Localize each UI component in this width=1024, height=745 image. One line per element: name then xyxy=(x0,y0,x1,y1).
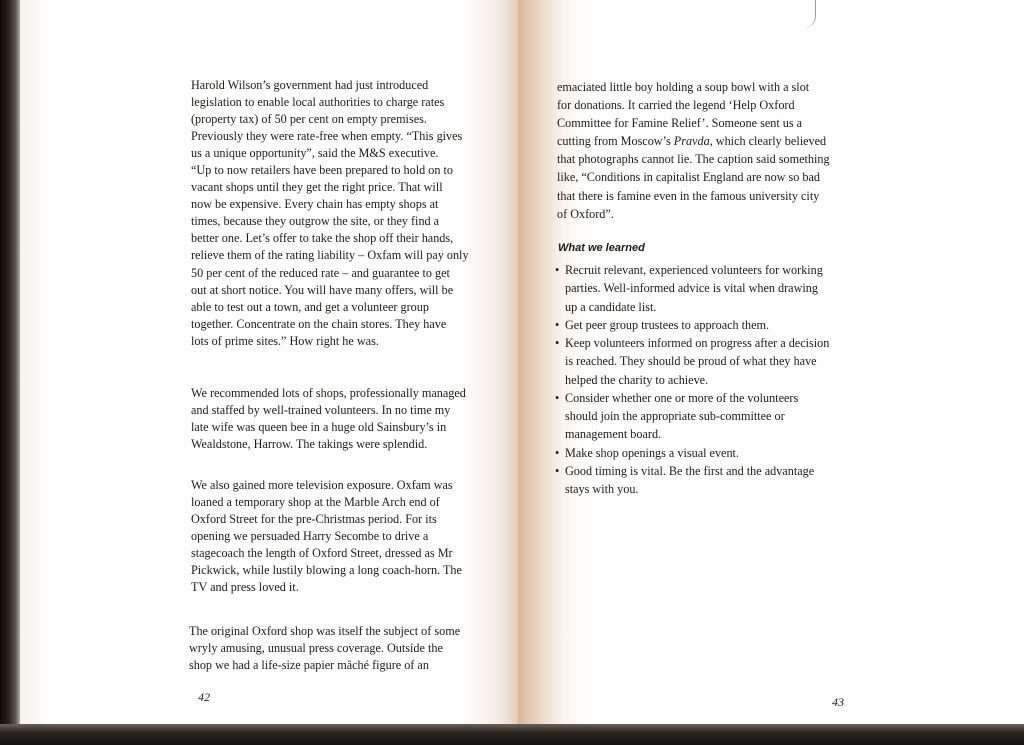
text-line: Previously they were rate-free when empty. “This gives xyxy=(191,129,463,144)
text-line: now be expensive. Every chain has empty shops at xyxy=(191,197,439,212)
bullet-item xyxy=(555,334,829,389)
text-line: able to test out a town, and get a volunteer group xyxy=(191,299,429,314)
text-line: helped the charity to achieve. xyxy=(565,372,709,387)
bullet-item xyxy=(555,261,829,316)
text-line: TV and press loved it. xyxy=(191,580,299,595)
text-line: stagecoach the length of Oxford Street, dressed as Mr xyxy=(191,546,453,561)
text-line: Recruit relevant, experienced volunteers for working xyxy=(565,263,823,277)
text-line: us a unique opportunity”, said the M&S executive. xyxy=(191,146,439,161)
text-line: opening we persuaded Harry Secombe to drive a xyxy=(191,529,429,544)
text-line: and staffed by well-trained volunteers. In no time my xyxy=(191,403,451,418)
text-line: together. Concentrate on the chain stores. They have xyxy=(191,316,447,331)
text-line: Pickwick, while lustily blowing a long coach-horn. The xyxy=(191,563,462,578)
section-heading: What we learned xyxy=(558,242,645,254)
text-line: lots of prime sites.” How right he was. xyxy=(191,333,379,348)
text-line: vacant shops until they get the right price. That will xyxy=(191,180,443,195)
text-line: like, “Conditions in capitalist England are now so bad xyxy=(557,170,820,185)
bullet-item xyxy=(555,462,829,499)
text-line: should join the appropriate sub-committee or xyxy=(565,409,785,423)
text-line: emaciated little boy holding a soup bowl with a slot xyxy=(557,80,810,94)
page-number: 43 xyxy=(832,695,844,709)
text-line: Make shop openings a visual event. xyxy=(565,445,739,460)
pen-mark xyxy=(795,0,816,28)
text-line: that photographs cannot lie. The caption said something xyxy=(557,152,830,167)
bullet-icon: • xyxy=(555,390,560,405)
book-edge xyxy=(0,0,22,745)
text-line: The original Oxford shop was itself the subject of some xyxy=(189,624,461,638)
text-line: We recommended lots of shops, professionally managed xyxy=(191,386,466,400)
text-line: (property tax) of 50 per cent on empty premises. xyxy=(191,112,427,127)
page-number: 42 xyxy=(198,690,210,704)
bullet-icon: • xyxy=(555,263,560,277)
text-line: parties. Well-informed advice is vital when drawing xyxy=(565,281,818,296)
text-line: up a candidate list. xyxy=(565,299,657,314)
text-line: of Oxford”. xyxy=(557,206,614,221)
text-line: We also gained more television exposure. Oxfam was xyxy=(191,478,453,492)
text-line: better one. Let’s offer to take the shop off their hands, xyxy=(191,231,454,246)
text-line: “Up to now retailers have been prepared to hold on to xyxy=(191,163,453,178)
text-line: for donations. It carried the legend ‘Help Oxford xyxy=(557,98,795,113)
text-line: management board. xyxy=(565,427,662,442)
text-line: out at short notice. You will have many offers, will be xyxy=(191,282,454,297)
text-line: Harold Wilson’s government had just introduced xyxy=(191,78,429,92)
text-line: times, because they outgrow the site, or they find a xyxy=(191,214,440,229)
bullet-item xyxy=(555,444,829,462)
text-line: is reached. They should be proud of what they have xyxy=(565,354,817,369)
text-line: that there is famine even in the famous university city xyxy=(557,188,820,203)
bullet-icon: • xyxy=(555,317,560,332)
bullet-icon: • xyxy=(555,445,560,460)
text-line: legislation to enable local authorities to charge rates xyxy=(191,95,445,110)
text-line: wryly amusing, unusual press coverage. Outside the xyxy=(189,641,443,656)
text-line: Wealdstone, Harrow. The takings were splendid. xyxy=(191,437,428,452)
paragraph xyxy=(189,623,460,674)
scan-bottom-edge xyxy=(0,724,1024,745)
text-line: 50 per cent of the reduced rate – and guarantee to get xyxy=(191,265,450,280)
text-line: relieve them of the rating liability – Oxfam will pay only xyxy=(191,248,469,263)
bullet-item xyxy=(555,389,829,444)
bullet-icon: • xyxy=(555,336,560,350)
text-line: stays with you. xyxy=(565,482,639,496)
text-line: Get peer group trustees to approach them. xyxy=(565,317,770,332)
bullet-icon: • xyxy=(555,463,560,478)
text-line: Oxford Street for the pre-Christmas period. For its xyxy=(191,512,437,527)
text-line: loaned a temporary shop at the Marble Arch end of xyxy=(191,495,440,510)
bullet-list xyxy=(555,261,829,498)
text-line: late wife was queen bee in a huge old Sainsbury’s in xyxy=(191,420,447,435)
text-line: Consider whether one or more of the volunteers xyxy=(565,390,799,405)
paragraph xyxy=(191,477,462,596)
text-line: Keep volunteers informed on progress after a decision xyxy=(565,336,830,350)
text-line: cutting from Moscow’s Pravda, which clearly believed xyxy=(557,134,827,149)
text-line: Good timing is vital. Be the first and the advantage xyxy=(565,463,815,478)
paragraph xyxy=(557,78,830,223)
paragraph xyxy=(191,77,469,350)
text-line: shop we had a life-size papier mâché figure of an xyxy=(189,658,429,673)
bullet-item xyxy=(555,316,829,334)
text-line: Committee for Famine Relief’. Someone sent us a xyxy=(557,116,803,131)
paragraph xyxy=(191,385,466,453)
